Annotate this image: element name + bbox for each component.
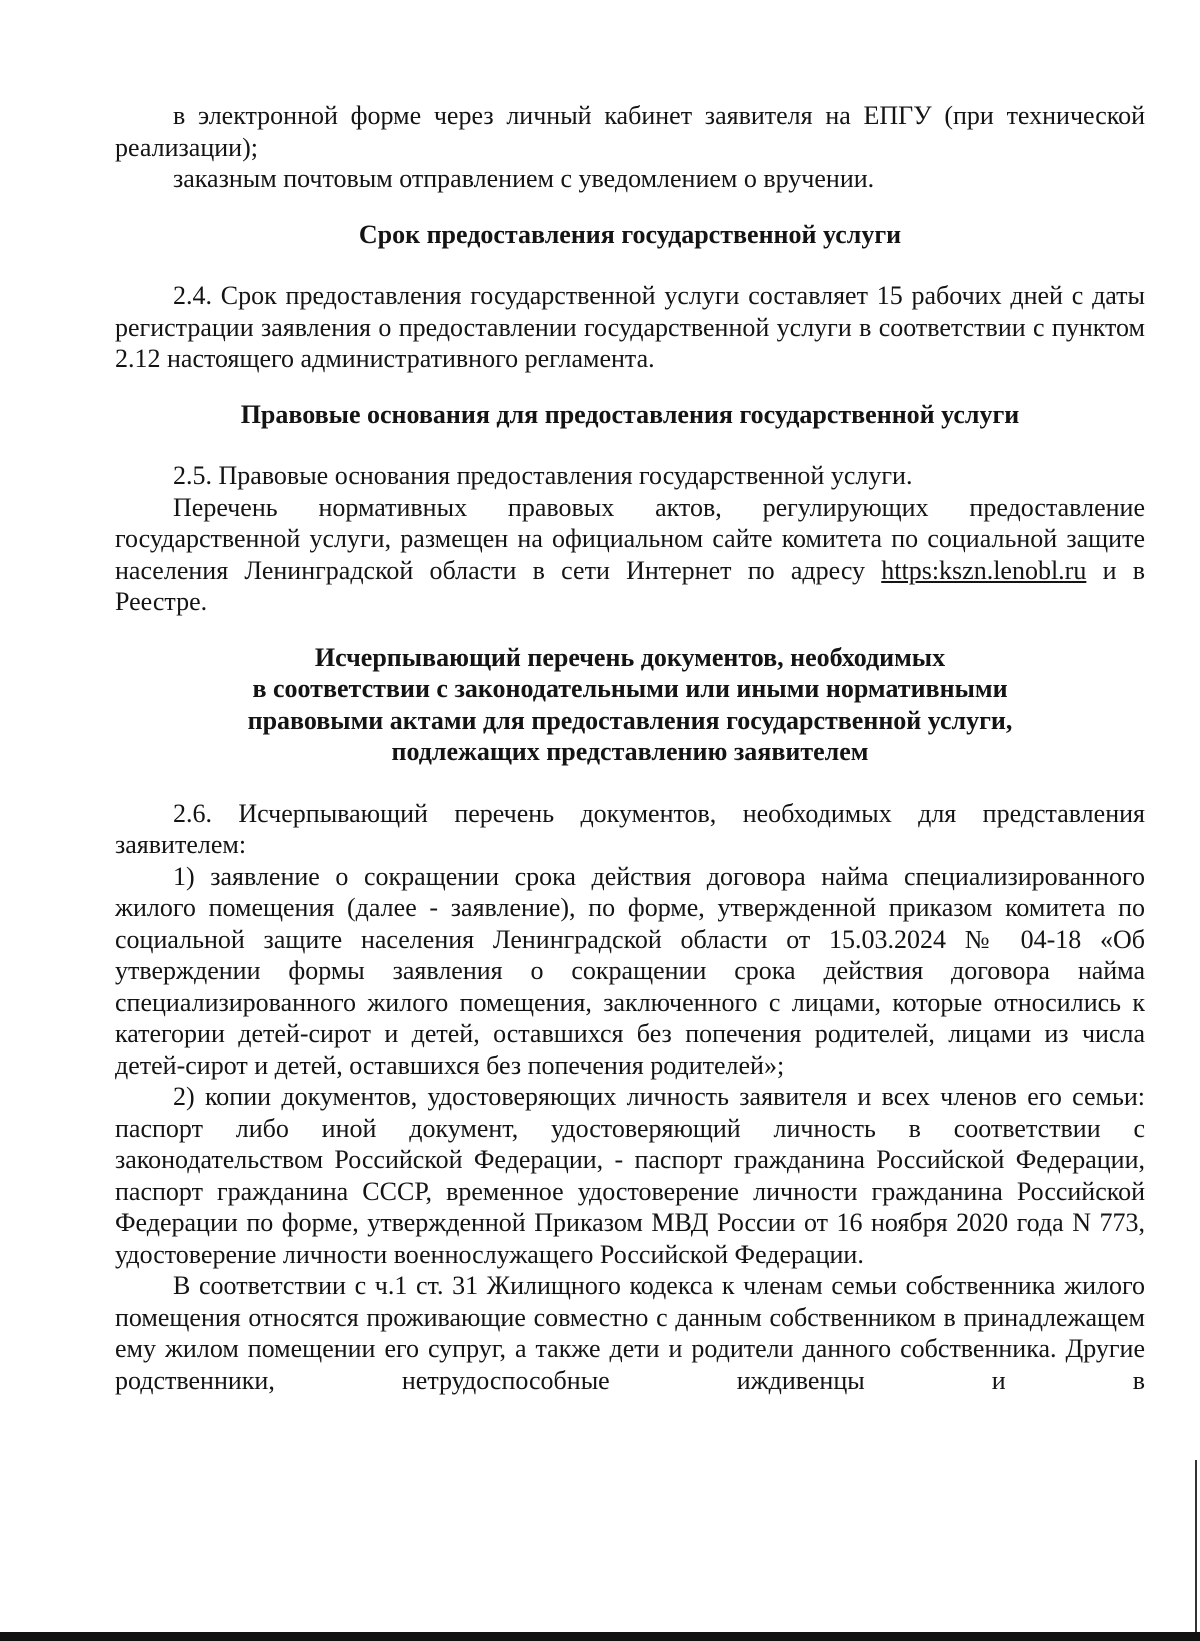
scan-edge-right — [1195, 1460, 1197, 1632]
para-legal-list-text: Перечень нормативных правовых актов, регулирующих предоставление государственной услуги, размещен на официальном сайте комитета по социальной защите населения Ленинградской области в сети Интернет по адресу — [115, 492, 1145, 585]
para-legal-list-tail: и в Реестре. — [115, 555, 1145, 616]
para-2-5: 2.5. Правовые основания предоставления государственной услуги. — [173, 461, 913, 490]
heading-term: Срок предоставления государственной услуги — [358, 219, 902, 249]
list-item-application: 1) заявление о сокращении срока действия договора найма специализированного жилого помещения (далее - заявление), по форме, утвержденной приказом комитета по социальной защите населения Ленинградской области от 15.03.2024 № 04-18 «Об утверждении формы заявления о сокращении срока действия договора найма специализированного жилого помещения, заключенного с лицами, которые относились к категории детей-сирот и детей, оставшихся без попечения родителей, лицами из числа детей-сирот и детей, оставшихся без попечения родителей»; — [115, 861, 1145, 1080]
heading-documents-line-4: подлежащих представлению заявителем — [391, 737, 869, 766]
heading-documents-line-1: Исчерпывающий перечень документов, необходимых — [314, 642, 946, 672]
para-2-4: 2.4. Срок предоставления государственной услуги составляет 15 рабочих дней с даты регистрации заявления о предоставлении государственной услуги в соответствии с пунктом 2.12 настоящего административного регламента. — [115, 281, 1145, 373]
heading-documents-line-2: в соответствии с законодательными или иными нормативными — [252, 674, 1008, 703]
heading-documents-line-3: правовыми актами для предоставления государственной услуги, — [247, 705, 1013, 735]
heading-documents-list — [115, 642, 1145, 768]
document-page — [115, 100, 1145, 1396]
intro-line-electronic: в электронной форме через личный кабинет заявителя на ЕПГУ (при технической реализации); — [115, 101, 1145, 162]
para-family-members: В соответствии с ч.1 ст. 31 Жилищного кодекса к членам семьи собственника жилого помещения относятся проживающие совместно с данным собственником в принадлежащем ему жилом помещении его супруг, а также дети и родители данного собственника. Другие родственники, нетрудоспособные иждивенцы и в — [115, 1271, 1145, 1395]
scan-edge-bottom — [0, 1632, 1200, 1641]
para-2-6: 2.6. Исчерпывающий перечень документов, необходимых для представления заявителем: — [115, 798, 1145, 859]
para-legal-list — [115, 492, 1145, 618]
kszn-site-link[interactable]: https:kszn.lenobl.ru — [881, 555, 1087, 585]
heading-legal-basis: Правовые основания для предоставления государственной услуги — [240, 399, 1020, 429]
list-item-id-copies: 2) копии документов, удостоверяющих личность заявителя и всех членов его семьи: паспорт либо иной документ, удостоверяющий личность в соответствии с законодательством Российской Федерации, - паспорт гражданина Российской Федерации, паспорт гражданина СССР, временное удостоверение личности гражданина Российской Федерации по форме, утвержденной Приказом МВД России от 16 ноября 2020 года N 773, удостоверение личности военнослужащего Российской Федерации. — [115, 1082, 1145, 1269]
intro-line-mail: заказным почтовым отправлением с уведомлением о вручении. — [173, 164, 875, 193]
